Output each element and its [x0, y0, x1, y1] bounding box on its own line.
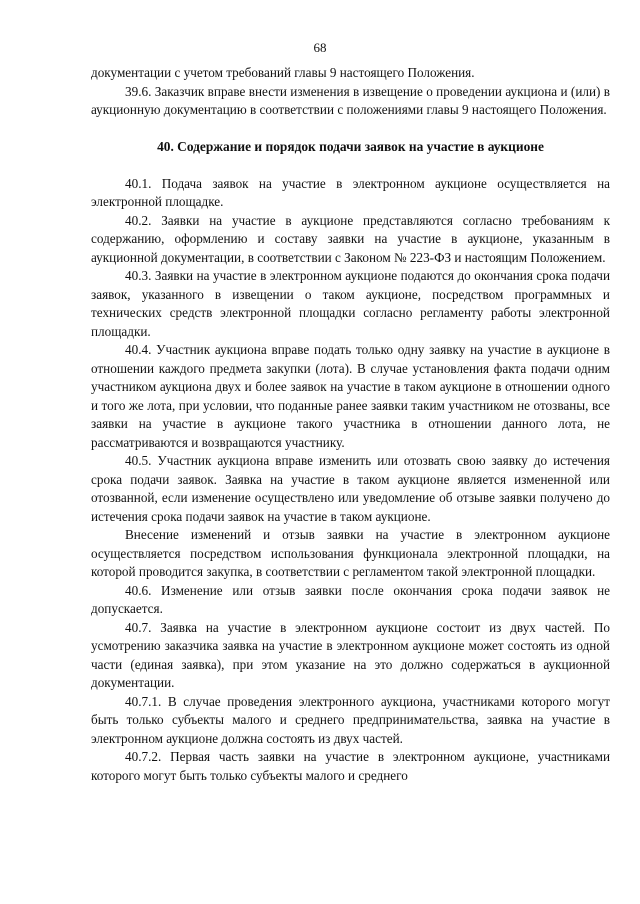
section-heading: 40. Содержание и порядок подачи заявок на участие в аукционе [157, 138, 544, 154]
paragraph-40-7-1: 40.7.1. В случае проведения электронного аукциона, участниками которого могут быть только субъекты малого и среднего предпринимательства, заявка на участие в электронном аукционе должна состоять из двух частей. [91, 693, 610, 746]
paragraph-40-2: 40.2. Заявки на участие в аукционе представляются согласно требованиям к содержанию, оформлению и составу заявки на участие в аукционе, указанным в аукционной документации, в соответствии с Законом № 223-ФЗ и настоящим Положением. [91, 212, 610, 265]
paragraph-40-1: 40.1. Подача заявок на участие в электронном аукционе осуществляется на электронной площадке. [91, 175, 610, 209]
paragraph-continuation: документации с учетом требований главы 9 настоящего Положения. [91, 65, 475, 80]
paragraph-40-5: 40.5. Участник аукциона вправе изменить или отозвать свою заявку до истечения срока подачи заявок. Заявка на участие в таком аукционе является измененной или отозванной, если изменение осуществлено или уведомление об отзыве заявки получено до истечения срока подачи заявок на участие в таком аукционе. [91, 453, 610, 524]
paragraph-40-5-amendment: Внесение изменений и отзыв заявки на участие в электронном аукционе осуществляется посредством использования функционала электронной площадки, на которой проводится закупка, в соответствии с регламентом такой электронной площадки. [91, 527, 610, 579]
page-number: 68 [313, 40, 327, 55]
paragraph-40-6: 40.6. Изменение или отзыв заявки после окончания срока подачи заявок не допускается. [91, 582, 610, 616]
paragraph-40-4: 40.4. Участник аукциона вправе подать только одну заявку на участие в аукционе в отношении каждого предмета закупки (лота). В случае установления факта подачи одним участником аукциона двух и более заявок на участие в таком аукционе в отношении одного и того же лота, при условии, что поданные ранее заявки таким участником не отозваны, все заявки на участие в аукционе такого участника в отношении данного лота, не рассматриваются и возвращаются участнику. [91, 342, 610, 450]
document-body [91, 64, 610, 785]
paragraph-40-7-2: 40.7.2. Первая часть заявки на участие в электронном аукционе, участниками которого могут быть только субъекты малого и среднего [91, 749, 610, 783]
paragraph-39-6: 39.6. Заказчик вправе внести изменения в извещение о проведении аукциона и (или) в аукционную документацию в соответствии с положениями главы 9 настоящего Положения. [91, 83, 610, 117]
paragraph-40-7: 40.7. Заявка на участие в электронном аукционе состоит из двух частей. По усмотрению заказчика заявка на участие в электронном аукционе может состоять из одной части (единая заявка), при этом указание на это должно содержаться в аукционной документации. [91, 619, 610, 690]
paragraph-40-3: 40.3. Заявки на участие в электронном аукционе подаются до окончания срока подачи заявок, указанного в извещении о таком аукционе, посредством программных и технических средств электронной площадки согласно регламенту работы электронной площадки. [91, 268, 610, 339]
